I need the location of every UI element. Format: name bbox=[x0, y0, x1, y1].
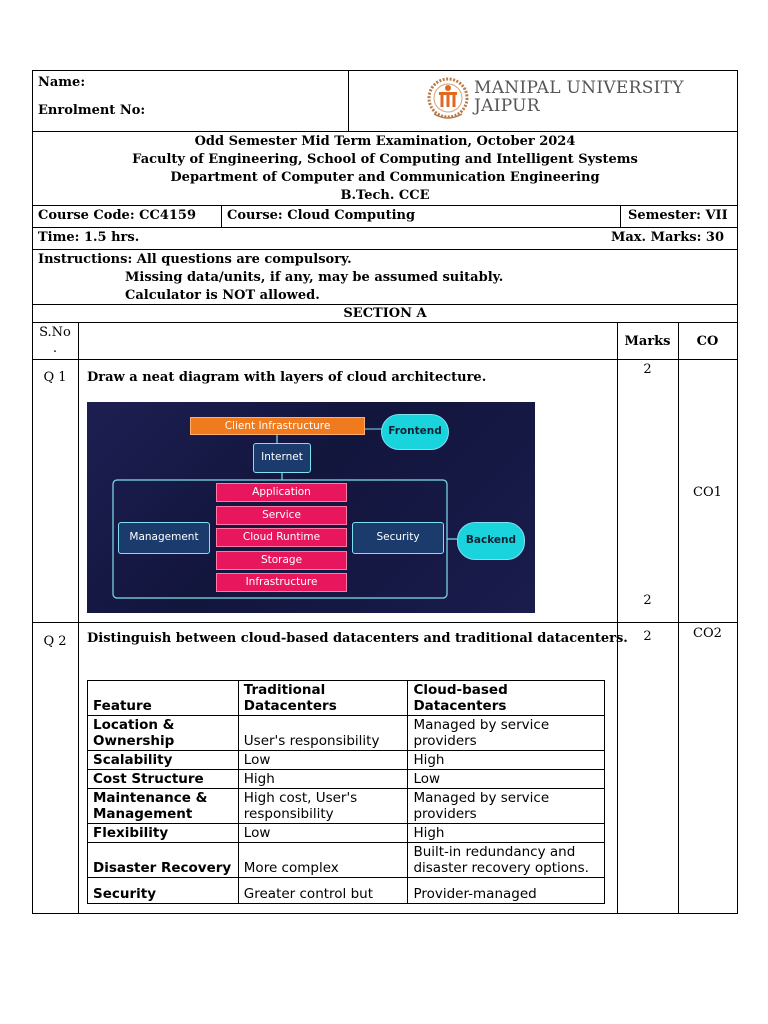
rule bbox=[32, 359, 738, 360]
border-top bbox=[32, 70, 738, 71]
internet-box: Internet bbox=[253, 443, 311, 473]
header-divider bbox=[348, 70, 349, 131]
table-cell: Low bbox=[238, 824, 408, 843]
rule bbox=[32, 322, 738, 323]
table-row bbox=[88, 878, 605, 904]
table-cell: High bbox=[408, 824, 605, 843]
table-cell: Managed by service providers bbox=[408, 716, 605, 751]
sno-header-dot: . bbox=[52, 341, 58, 356]
q1-marks-second: 2 bbox=[643, 593, 652, 608]
max-marks: Max. Marks: 30 bbox=[610, 230, 724, 245]
rule bbox=[32, 205, 738, 206]
semester: Semester: VII bbox=[628, 208, 728, 223]
department-line: Department of Computer and Communication Engineering bbox=[170, 170, 600, 185]
q2-course-outcome: CO2 bbox=[693, 626, 722, 641]
rule bbox=[32, 227, 738, 228]
table-header-cell: Feature bbox=[88, 681, 239, 716]
layer-infrastructure: Infrastructure bbox=[216, 573, 347, 592]
table-header-cell: Traditional Datacenters bbox=[238, 681, 408, 716]
instructions-line-2: Missing data/units, if any, may be assumed suitably. bbox=[125, 270, 504, 285]
table-cell: Location & Ownership bbox=[88, 716, 239, 751]
name-label: Name: bbox=[38, 75, 86, 90]
table-header-row bbox=[88, 681, 605, 716]
table-cell: Low bbox=[238, 751, 408, 770]
table-cell: More complex bbox=[238, 843, 408, 878]
table-cell: High cost, User's responsibility bbox=[238, 789, 408, 824]
table-cell: Security bbox=[88, 878, 239, 904]
rule bbox=[620, 205, 621, 227]
exam-title: Odd Semester Mid Term Examination, October 2024 bbox=[194, 134, 576, 149]
layer-storage: Storage bbox=[216, 551, 347, 570]
time-allowed: Time: 1.5 hrs. bbox=[38, 230, 140, 245]
table-cell: Provider-managed bbox=[408, 878, 605, 904]
table-cell: High bbox=[238, 770, 408, 789]
table-cell: Scalability bbox=[88, 751, 239, 770]
table-row bbox=[88, 843, 605, 878]
university-city: JAIPUR bbox=[474, 96, 540, 116]
rule bbox=[32, 304, 738, 305]
enrolment-label: Enrolment No: bbox=[38, 103, 146, 118]
q1-marks: 2 bbox=[643, 362, 652, 377]
instructions-line-1: Instructions: All questions are compulsory. bbox=[38, 252, 352, 267]
layer-cloud-runtime: Cloud Runtime bbox=[216, 528, 347, 547]
table-row bbox=[88, 770, 605, 789]
program-line: B.Tech. CCE bbox=[340, 188, 430, 203]
question-text-2: Distinguish between cloud-based datacenters and traditional datacenters. bbox=[87, 631, 628, 646]
q1-course-outcome: CO1 bbox=[693, 485, 722, 500]
sno-header: S.No bbox=[39, 325, 71, 340]
university-name: MANIPAL UNIVERSITY bbox=[474, 78, 684, 98]
question-text-1: Draw a neat diagram with layers of cloud architecture. bbox=[87, 370, 487, 385]
university-seal-logo bbox=[426, 74, 470, 124]
table-row bbox=[88, 751, 605, 770]
table-cell: User's responsibility bbox=[238, 716, 408, 751]
table-cell: High bbox=[408, 751, 605, 770]
layer-service: Service bbox=[216, 506, 347, 525]
section-title: SECTION A bbox=[343, 306, 427, 321]
q2-marks: 2 bbox=[643, 629, 652, 644]
table-row bbox=[88, 716, 605, 751]
rule bbox=[221, 205, 222, 227]
table-row bbox=[88, 789, 605, 824]
layer-application: Application bbox=[216, 483, 347, 502]
datacenter-comparison-table bbox=[87, 680, 605, 904]
instructions-line-3: Calculator is NOT allowed. bbox=[125, 288, 320, 303]
table-cell: Cost Structure bbox=[88, 770, 239, 789]
frontend-bubble: Frontend bbox=[381, 414, 449, 450]
security-box: Security bbox=[352, 522, 444, 554]
rule bbox=[32, 622, 738, 623]
table-row bbox=[88, 824, 605, 843]
course-name: Course: Cloud Computing bbox=[227, 208, 416, 223]
client-infrastructure-box: Client Infrastructure bbox=[190, 417, 365, 435]
rule bbox=[32, 249, 738, 250]
table-header-cell: Cloud-based Datacenters bbox=[408, 681, 605, 716]
table-cell: Greater control but bbox=[238, 878, 408, 904]
co-header: CO bbox=[696, 334, 719, 349]
table-cell: Disaster Recovery bbox=[88, 843, 239, 878]
table-cell: Maintenance & Management bbox=[88, 789, 239, 824]
cloud-architecture-diagram bbox=[87, 402, 535, 613]
rule bbox=[32, 131, 738, 132]
faculty-line: Faculty of Engineering, School of Computing and Intelligent Systems bbox=[132, 152, 638, 167]
rule bbox=[678, 322, 679, 913]
table-cell: Low bbox=[408, 770, 605, 789]
table-cell: Flexibility bbox=[88, 824, 239, 843]
management-box: Management bbox=[118, 522, 210, 554]
border-bottom bbox=[32, 913, 738, 914]
table-cell: Managed by service providers bbox=[408, 789, 605, 824]
rule bbox=[78, 322, 79, 913]
question-number-1: Q 1 bbox=[43, 370, 67, 385]
marks-header: Marks bbox=[624, 334, 671, 349]
course-code: Course Code: CC4159 bbox=[38, 208, 197, 223]
question-number-2: Q 2 bbox=[43, 634, 67, 649]
rule bbox=[617, 322, 618, 913]
table-cell: Built-in redundancy and disaster recovery options. bbox=[408, 843, 605, 878]
backend-bubble: Backend bbox=[457, 522, 525, 560]
